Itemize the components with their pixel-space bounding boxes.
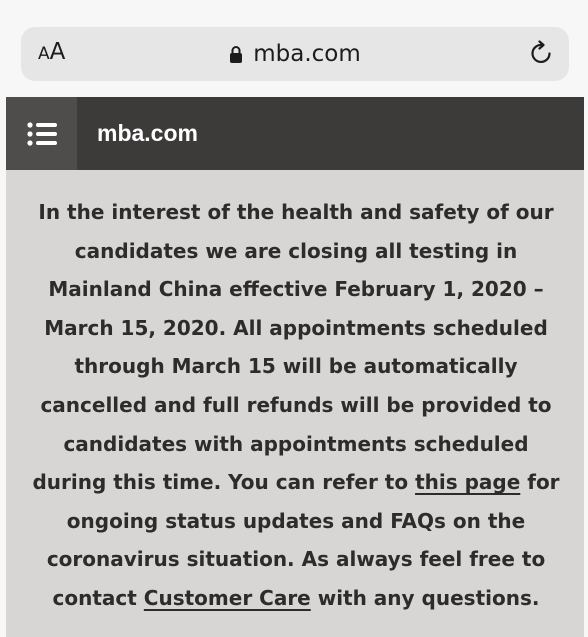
menu-icon — [27, 122, 57, 146]
notice-text-part3: with any questions. — [310, 585, 540, 610]
notice-banner — [6, 170, 584, 637]
site-header — [6, 97, 584, 170]
text-size-small-label: A — [38, 44, 50, 64]
browser-chrome — [0, 0, 588, 97]
reload-icon[interactable] — [529, 40, 555, 68]
text-size-large-label: A — [49, 39, 66, 65]
url-display[interactable] — [21, 27, 569, 81]
this-page-link[interactable]: this page — [415, 470, 521, 495]
customer-care-link[interactable]: Customer Care — [143, 585, 311, 610]
address-bar[interactable] — [21, 27, 569, 81]
url-text: mba.com — [253, 41, 361, 67]
notice-text — [28, 193, 564, 618]
lock-icon — [229, 45, 243, 63]
site-logo[interactable]: mba.com — [97, 120, 198, 146]
menu-button[interactable] — [6, 97, 77, 170]
notice-text-part1: In the interest of the health and safety of our candidates we are closing all testing in Mainland China effective February 1, 2020 – March 15, 2020. All appointments scheduled through March 15 will be automatically cancelled and full refunds will be provided to candidates with appointments scheduled during this time. You can refer to — [32, 200, 554, 495]
notice-text-part2: for ongoing status updates and FAQs on the coronavirus situation. As always feel free to contact — [46, 470, 560, 610]
